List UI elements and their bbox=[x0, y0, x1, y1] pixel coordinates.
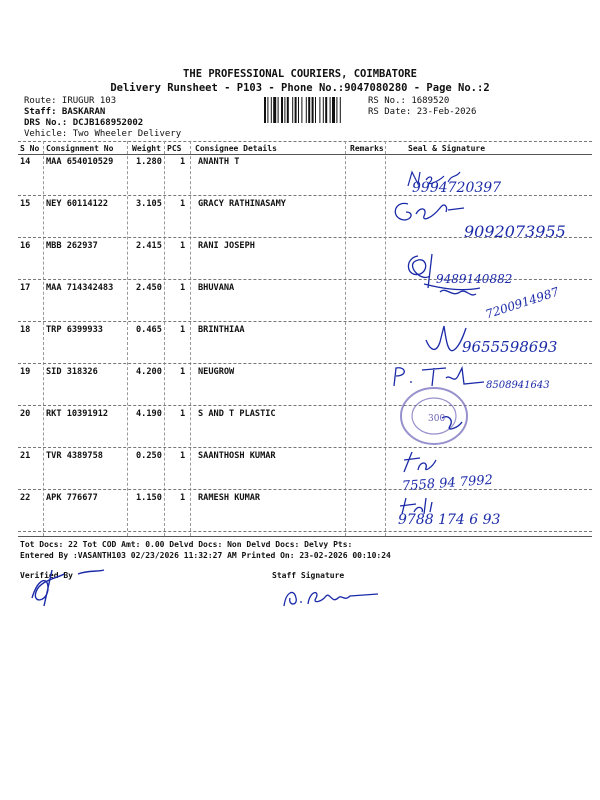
rs-date: RS Date: 23-Feb-2026 bbox=[368, 107, 477, 117]
rs-number: RS No.: 1689520 bbox=[368, 96, 450, 106]
row-pcs: 1 bbox=[180, 157, 186, 167]
staff-signature bbox=[278, 584, 388, 612]
col-seal-signature: Seal & Signature bbox=[408, 144, 486, 153]
row-sno: 19 bbox=[20, 367, 31, 377]
handwritten-phone-14: 9994720397 bbox=[412, 180, 502, 196]
stamp-text: 300 bbox=[428, 414, 446, 424]
entered-by-line: Entered By :VASANTH103 02/23/2026 11:32:27 AM Printed On: 23-02-2026 00:10:24 bbox=[20, 551, 391, 560]
row-sno: 14 bbox=[20, 157, 31, 167]
handwritten-phone-22: 9788 174 6 93 bbox=[398, 512, 501, 528]
row-consignment-no: NEY 60114122 bbox=[46, 199, 109, 209]
barcode bbox=[264, 97, 366, 123]
row-consignee: ANANTH T bbox=[198, 157, 240, 167]
row-weight: 2.415 bbox=[136, 241, 162, 251]
row-consignee: S AND T PLASTIC bbox=[198, 409, 276, 419]
row-pcs: 1 bbox=[180, 367, 186, 377]
row-pcs: 1 bbox=[180, 493, 186, 503]
signature-row-21 bbox=[398, 448, 448, 476]
row-weight: 4.200 bbox=[136, 367, 162, 377]
row-consignment-no: APK 776677 bbox=[46, 493, 98, 503]
row-sno: 17 bbox=[20, 283, 31, 293]
row-pcs: 1 bbox=[180, 325, 186, 335]
col-pcs: PCS bbox=[167, 144, 182, 153]
row-weight: 0.465 bbox=[136, 325, 162, 335]
row-divider bbox=[18, 447, 592, 448]
col-sno: S No bbox=[20, 144, 40, 153]
drs-label: DRS No.: DCJB168952002 bbox=[24, 118, 144, 128]
row-sno: 21 bbox=[20, 451, 31, 461]
row-sno: 18 bbox=[20, 325, 31, 335]
row-sno: 16 bbox=[20, 241, 31, 251]
row-consignment-no: MAA 714342483 bbox=[46, 283, 114, 293]
row-consignment-no: SID 318326 bbox=[46, 367, 98, 377]
totals-line: Tot Docs: 22 Tot COD Amt: 0.00 Delvd Docs: Non Delvd Docs: Delvy Pts: bbox=[20, 540, 353, 549]
runsheet-subtitle: Delivery Runsheet - P103 - Phone No.:9047080280 - Page No.:2 bbox=[110, 82, 490, 94]
row-consignee: GRACY RATHINASAMY bbox=[198, 199, 286, 209]
verified-signature bbox=[18, 568, 108, 608]
handwritten-phone-17a: 9489140882 bbox=[436, 272, 513, 286]
col-remarks: Remarks bbox=[350, 144, 384, 153]
handwritten-phone-21: 7558 94 7992 bbox=[401, 472, 494, 495]
signature-row-15 bbox=[388, 196, 468, 226]
row-consignee: NEUGROW bbox=[198, 367, 235, 377]
row-weight: 3.105 bbox=[136, 199, 162, 209]
row-divider bbox=[18, 321, 592, 322]
company-title: THE PROFESSIONAL COURIERS, COIMBATORE bbox=[183, 68, 417, 80]
row-consignment-no: TVR 4389758 bbox=[46, 451, 103, 461]
row-weight: 4.190 bbox=[136, 409, 162, 419]
row-pcs: 1 bbox=[180, 241, 186, 251]
row-consignee: BRINTHIAA bbox=[198, 325, 245, 335]
row-sno: 15 bbox=[20, 199, 31, 209]
handwritten-phone-19: 8508941643 bbox=[486, 380, 550, 391]
row-weight: 1.150 bbox=[136, 493, 162, 503]
row-sno: 20 bbox=[20, 409, 31, 419]
row-divider bbox=[18, 195, 592, 196]
handwritten-phone-18: 9655598693 bbox=[462, 338, 558, 356]
row-divider bbox=[18, 405, 592, 406]
row-divider bbox=[18, 531, 592, 532]
col-consignment: Consignment No bbox=[46, 144, 114, 153]
row-pcs: 1 bbox=[180, 409, 186, 419]
row-sno: 22 bbox=[20, 493, 31, 503]
row-consignment-no: TRP 6399933 bbox=[46, 325, 103, 335]
row-pcs: 1 bbox=[180, 199, 186, 209]
handwritten-phone-17b: 7200914987 bbox=[483, 284, 561, 322]
row-weight: 1.280 bbox=[136, 157, 162, 167]
row-pcs: 1 bbox=[180, 451, 186, 461]
staff-signature-label: Staff Signature bbox=[272, 571, 345, 580]
row-pcs: 1 bbox=[180, 283, 186, 293]
row-divider bbox=[18, 489, 592, 490]
row-consignment-no: MBB 262937 bbox=[46, 241, 98, 251]
row-consignee: SAANTHOSH KUMAR bbox=[198, 451, 276, 461]
row-consignment-no: RKT 10391912 bbox=[46, 409, 109, 419]
row-consignee: RAMESH KUMAR bbox=[198, 493, 261, 503]
row-consignee: RANI JOSEPH bbox=[198, 241, 255, 251]
handwritten-phone-15: 9092073955 bbox=[464, 222, 566, 241]
verified-by-label: Verified By bbox=[20, 571, 73, 580]
col-consignee: Consignee Details bbox=[195, 144, 277, 153]
vehicle-label: Vehicle: Two Wheeler Delivery bbox=[24, 129, 182, 139]
route-label: Route: IRUGUR 103 bbox=[24, 96, 117, 106]
row-weight: 0.250 bbox=[136, 451, 162, 461]
row-consignee: BHUVANA bbox=[198, 283, 235, 293]
col-weight: Weight bbox=[132, 144, 161, 153]
staff-label: Staff: BASKARAN bbox=[24, 107, 106, 117]
row-consignment-no: MAA 654010529 bbox=[46, 157, 114, 167]
row-weight: 2.450 bbox=[136, 283, 162, 293]
